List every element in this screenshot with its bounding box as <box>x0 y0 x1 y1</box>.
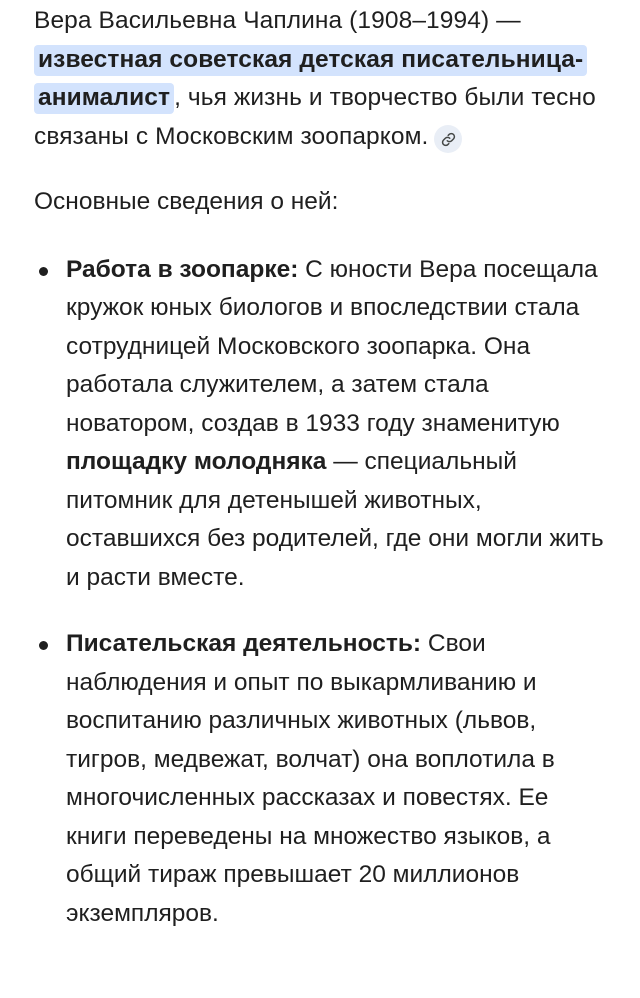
item-title: Писательская деятельность: <box>66 630 422 657</box>
response-body <box>34 0 614 933</box>
bullet-icon <box>39 641 48 650</box>
intro-lead: Вера Васильевна Чаплина (1908–1994) — <box>34 7 521 34</box>
item-title: Работа в зоопарке: <box>66 255 299 283</box>
highlighted-phrase[interactable]: известная советская детская писательница-анималист <box>34 45 587 115</box>
item-text: Свои наблюдения и опыт по выкармливанию и воспитанию различных животных (львов, тигров, медвежат, волчат) она воплотила в многочисленных рассказах и повестях. Ее книги переведены на множество языков, а общий тираж превышает 20 миллионов экземпляров. <box>66 630 555 927</box>
intro-paragraph <box>34 0 614 156</box>
facts-list <box>34 251 614 934</box>
intro-tail: , чья жизнь и творчество были тесно связаны с Московским зоопарком. <box>34 84 596 150</box>
item-text-after: — специальный питомник для детенышей животных, оставшихся без родителей, где они могли жить и расти вместе. <box>66 448 604 591</box>
item-text: С юности Вера посещала кружок юных биологов и впоследствии стала сотрудницей Московского зоопарка. Она работала служителем, а затем стала новатором, создав в 1933 году знаменитую <box>66 255 598 437</box>
list-item-zoo-work <box>34 251 614 598</box>
item-bold-term: площадку молодняка <box>66 448 327 475</box>
link-icon <box>441 132 456 147</box>
bullet-icon <box>39 267 48 276</box>
list-item-writing <box>34 625 614 933</box>
section-subheading: Основные сведения о ней: <box>34 188 339 215</box>
source-link-button[interactable] <box>434 125 462 153</box>
